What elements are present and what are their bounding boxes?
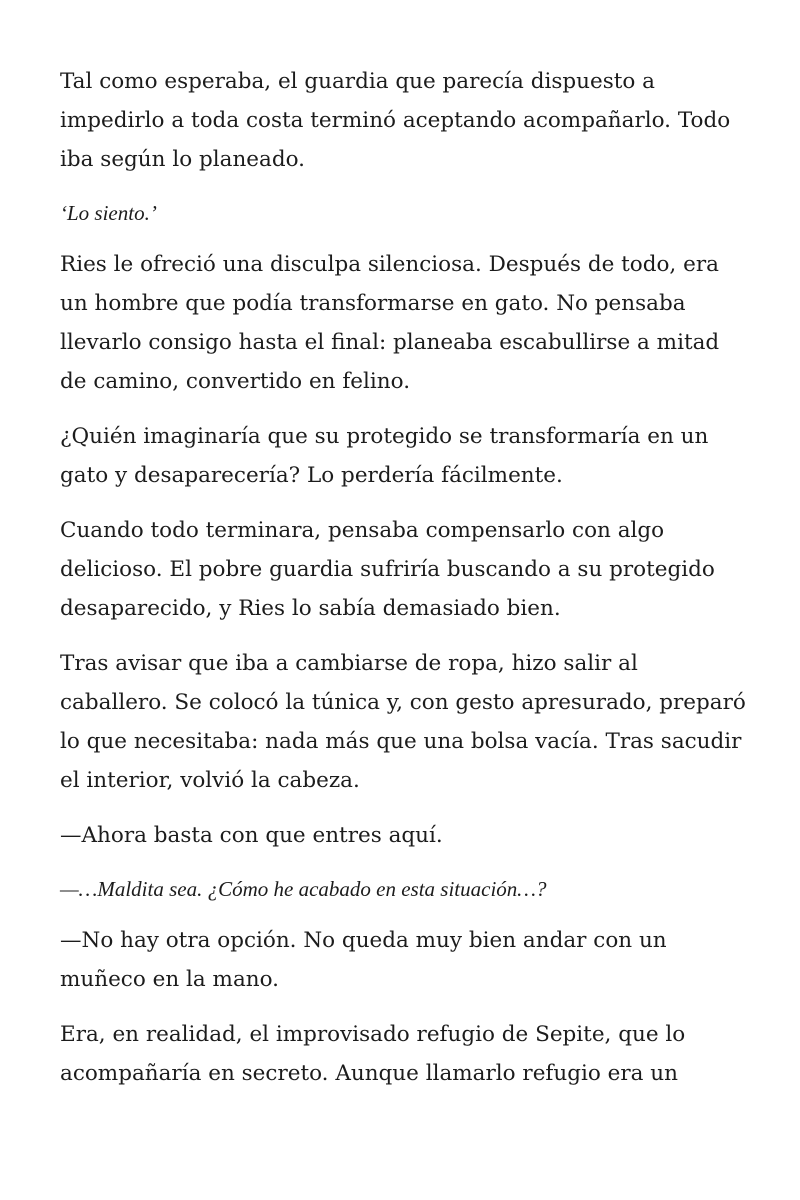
dialogue-line-1: —Ahora basta con que entres aquí. bbox=[60, 823, 443, 848]
dialogue-line-2: —No hay otra opción. No queda muy bien andar con un muñeco en la mano. bbox=[60, 928, 667, 992]
paragraph-4: Cuando todo terminara, pensaba compensarlo con algo delicioso. El pobre guardia sufriría buscando a su protegido desaparecido, y Ries lo sabía demasiado bien. bbox=[60, 518, 715, 621]
paragraph-2: Ries le ofreció una disculpa silenciosa. Después de todo, era un hombre que podía transformarse en gato. No pensaba llevarlo consigo hasta el final: planeaba escabullirse a mitad de camino, convertido en felino. bbox=[60, 252, 720, 394]
paragraph-3: ¿Quién imaginaría que su protegido se transformaría en un gato y desaparecería? Lo perdería fácilmente. bbox=[60, 424, 709, 488]
paragraph-1: Tal como esperaba, el guardia que parecía dispuesto a impedirlo a toda costa terminó aceptando acompañarlo. Todo iba según lo planeado. bbox=[60, 69, 731, 172]
paragraph-6: Era, en realidad, el improvisado refugio de Sepite, que lo acompañaría en secreto. Aunque llamarlo refugio era un bbox=[60, 1022, 686, 1086]
paragraph-5: Tras avisar que iba a cambiarse de ropa, hizo salir al caballero. Se colocó la túnica y, con gesto apresurado, preparó lo que necesitaba: nada más que una bolsa vacía. Tras sacudir el interior, volvió la cabeza. bbox=[60, 651, 746, 793]
italic-thought-1: ‘Lo siento.’ bbox=[60, 201, 157, 225]
document-page bbox=[60, 62, 750, 1109]
italic-dialogue-line: —…Maldita sea. ¿Cómo he acabado en esta situación…? bbox=[60, 877, 547, 901]
